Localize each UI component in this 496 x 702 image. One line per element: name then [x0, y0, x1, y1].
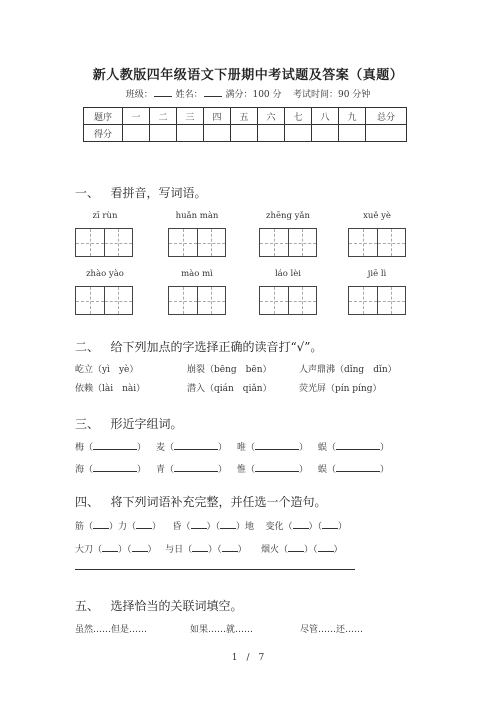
header-cell: 六 — [258, 108, 285, 125]
section-number: 五、 — [75, 599, 100, 613]
answer-blank[interactable] — [220, 519, 236, 529]
pinyin: zhēng yǎn — [266, 211, 310, 221]
header-cell: 九 — [339, 108, 366, 125]
section-2-heading — [75, 338, 322, 355]
section-number: 三、 — [75, 417, 100, 431]
header-cell: 三 — [177, 108, 204, 125]
answer-blank[interactable] — [322, 519, 338, 529]
answer-blank[interactable] — [102, 542, 118, 552]
answer-blank[interactable] — [132, 542, 148, 552]
idiom-row: 大刀（ ）（ ） 与日（ ）（ ） 烟火（ ）（ ） — [75, 542, 343, 555]
answer-blank[interactable] — [318, 542, 334, 552]
answer-blank[interactable] — [336, 440, 380, 450]
char-item: 麦（ ） — [156, 440, 227, 453]
answer-blank[interactable] — [174, 440, 218, 450]
exam-info — [0, 87, 496, 100]
sentence-line[interactable] — [75, 569, 355, 570]
score-cell[interactable] — [231, 125, 258, 142]
reading-item: 人声鼎沸（dǐng dǐn） — [299, 365, 397, 375]
page-number: 1 / 7 — [231, 653, 265, 663]
answer-blank[interactable] — [293, 519, 309, 529]
writing-grid[interactable] — [75, 228, 133, 257]
header-cell: 七 — [285, 108, 312, 125]
class-blank — [154, 88, 172, 97]
score-table-score-row — [84, 125, 407, 142]
section-text: 将下列词语补充完整，并任选一个造句。 — [110, 495, 327, 509]
reading-item: 崩裂（bēng bēn） — [187, 365, 272, 375]
score-table — [83, 107, 407, 142]
writing-grid[interactable] — [259, 286, 317, 315]
char-item: 唯（ ） — [237, 440, 308, 453]
char-item: 蜈（ ） — [318, 440, 389, 453]
exam-time: 考试时间：90 分钟 — [292, 90, 371, 100]
section-text: 形近字组词。 — [110, 417, 183, 431]
conjunction-option: 虽然……但是…… — [75, 625, 148, 635]
char-item: 梅（ ） — [75, 440, 146, 453]
section-4-heading — [75, 493, 326, 510]
header-cell: 一 — [123, 108, 150, 125]
answer-blank[interactable] — [136, 519, 152, 529]
header-cell: 四 — [204, 108, 231, 125]
answer-blank[interactable] — [222, 542, 238, 552]
writing-grid[interactable] — [168, 286, 226, 315]
pinyin: jiē lì — [367, 269, 387, 279]
score-cell[interactable] — [258, 125, 285, 142]
score-cell[interactable] — [312, 125, 339, 142]
page-title: 新人教版四年级语文下册期中考试题及答案（真题） — [92, 68, 404, 83]
header-cell: 总分 — [366, 108, 407, 125]
section-text: 看拼音，写词语。 — [110, 186, 207, 200]
score-cell[interactable] — [285, 125, 312, 142]
idiom-row: 筋（ ）力（ ） 昏（ ）（ ）地 变化（ ）（ ） — [75, 519, 347, 532]
class-label: 班级： — [125, 90, 153, 100]
section-number: 二、 — [75, 340, 100, 354]
char-item: 蜈（ ） — [318, 462, 389, 475]
score-cell[interactable] — [339, 125, 366, 142]
header-cell: 五 — [231, 108, 258, 125]
pinyin: zī rùn — [92, 211, 118, 221]
answer-blank[interactable] — [93, 440, 137, 450]
section-3-heading — [75, 415, 182, 432]
pinyin: láo lèi — [274, 269, 302, 279]
pinyin: xuě yè — [363, 211, 391, 221]
answer-blank[interactable] — [288, 542, 304, 552]
char-item: 青（ ） — [156, 462, 227, 475]
name-label: 姓名： — [175, 90, 203, 100]
answer-blank[interactable] — [174, 462, 218, 472]
answer-blank[interactable] — [93, 519, 109, 529]
score-table-header-row — [84, 108, 407, 125]
writing-grid[interactable] — [259, 228, 317, 257]
header-cell: 题序 — [84, 108, 123, 125]
section-number: 一、 — [75, 186, 100, 200]
pinyin: mào mì — [181, 269, 213, 279]
answer-blank[interactable] — [255, 440, 299, 450]
score-cell[interactable] — [366, 125, 407, 142]
writing-grid[interactable] — [168, 228, 226, 257]
char-item: 惟（ ） — [237, 462, 308, 475]
char-item: 海（ ） — [75, 462, 146, 475]
section-1-heading — [75, 184, 206, 201]
header-cell: 二 — [150, 108, 177, 125]
pinyin: huǎn màn — [175, 211, 219, 221]
conjunction-option: 如果……就…… — [190, 625, 254, 635]
reading-item: 依赖（lài nài） — [75, 384, 146, 394]
section-text: 给下列加点的字选择正确的读音打“√”。 — [110, 340, 323, 354]
section-number: 四、 — [75, 495, 100, 509]
answer-blank[interactable] — [93, 462, 137, 472]
score-cell[interactable] — [150, 125, 177, 142]
reading-item: 潜入（qián qiǎn） — [187, 384, 272, 394]
conjunction-option: 尽管……还…… — [300, 625, 364, 635]
reading-item: 荧光屏（pín píng） — [299, 384, 382, 394]
score-row-label: 得分 — [84, 125, 123, 142]
writing-grid[interactable] — [348, 228, 406, 257]
pinyin: zhào yào — [86, 269, 124, 279]
answer-blank[interactable] — [255, 462, 299, 472]
full-score: 满分：100 分 — [225, 90, 282, 100]
writing-grid[interactable] — [348, 286, 406, 315]
score-cell[interactable] — [204, 125, 231, 142]
score-cell[interactable] — [177, 125, 204, 142]
answer-blank[interactable] — [191, 519, 207, 529]
reading-item: 屹立（yì yè） — [75, 365, 139, 375]
header-cell: 八 — [312, 108, 339, 125]
score-cell[interactable] — [123, 125, 150, 142]
name-blank — [204, 88, 222, 97]
section-5-heading — [75, 597, 242, 614]
answer-blank[interactable] — [192, 542, 208, 552]
answer-blank[interactable] — [336, 462, 380, 472]
section-text: 选择恰当的关联词填空。 — [110, 599, 243, 613]
writing-grid[interactable] — [75, 286, 133, 315]
